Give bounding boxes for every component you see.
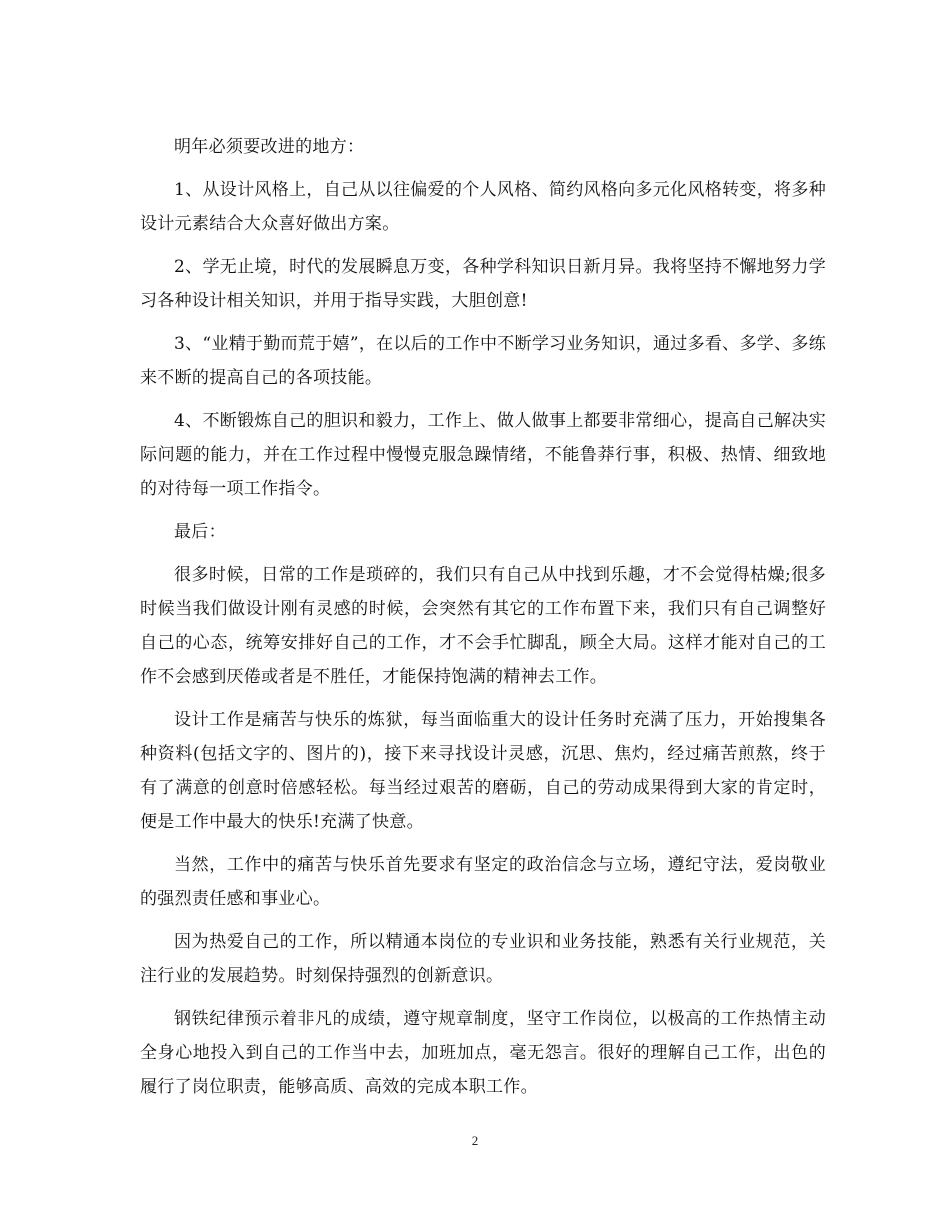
paragraph-daily-work: 很多时候，日常的工作是琐碎的，我们只有自己从中找到乐趣，才不会觉得枯燥;很多时候当我们做设计刚有灵感的时候，会突然有其它的工作布置下来，我们只有自己调整好自己的心态，统筹安排好自己的工作，才不会手忙脚乱，顾全大局。这样才能对自己的工作不会感到厌倦或者是不胜任，才能保持饱满的精神去工作。 <box>140 565 826 687</box>
paragraph-political-stance: 当然，工作中的痛苦与快乐首先要求有坚定的政治信念与立场，遵纪守法，爱岗敬业的强烈责任感和事业心。 <box>140 855 826 909</box>
paragraph-item-2: 2、学无止境，时代的发展瞬息万变，各种学科知识日新月异。我将坚持不懈地努力学习各种设计相关知识，并用于指导实践，大胆创意! <box>140 257 826 311</box>
paragraph-improvements-heading: 明年必须要改进的地方： <box>174 137 365 157</box>
paragraph-professional-skills: 因为热爱自己的工作，所以精通本岗位的专业识和业务技能，熟悉有关行业规范，关注行业的发展趋势。时刻保持强烈的创新意识。 <box>140 932 826 986</box>
paragraph-finally-heading: 最后： <box>174 522 226 542</box>
paragraph-item-3: 3、“业精于勤而荒于嬉”，在以后的工作中不断学习业务知识，通过多看、多学、多练来不断的提高自己的各项技能。 <box>140 334 826 388</box>
paragraph-item-1: 1、从设计风格上，自己从以往偏爱的个人风格、简约风格向多元化风格转变，将多种设计元素结合大众喜好做出方案。 <box>140 180 826 234</box>
page-number: 2 <box>471 1133 479 1148</box>
document-body <box>140 130 826 1104</box>
paragraph-item-4: 4、不断锻炼自己的胆识和毅力，工作上、做人做事上都要非常细心，提高自己解决实际问题的能力，并在工作过程中慢慢克服急躁情绪，不能鲁莽行事，积极、热情、细致地的对待每一项工作指令。 <box>140 411 826 499</box>
paragraph-design-work: 设计工作是痛苦与快乐的炼狱，每当面临重大的设计任务时充满了压力，开始搜集各种资料(包括文字的、图片的)，接下来寻找设计灵感，沉思、焦灼，经过痛苦煎熬，终于有了满意的创意时倍感轻松。每当经过艰苦的磨砺，自己的劳动成果得到大家的肯定时，便是工作中最大的快乐!充满了快意。 <box>140 710 826 832</box>
paragraph-discipline: 钢铁纪律预示着非凡的成绩，遵守规章制度，坚守工作岗位，以极高的工作热情主动全身心地投入到自己的工作当中去，加班加点，毫无怨言。很好的理解自己工作，出色的履行了岗位职责，能够高质、高效的完成本职工作。 <box>140 1009 826 1097</box>
